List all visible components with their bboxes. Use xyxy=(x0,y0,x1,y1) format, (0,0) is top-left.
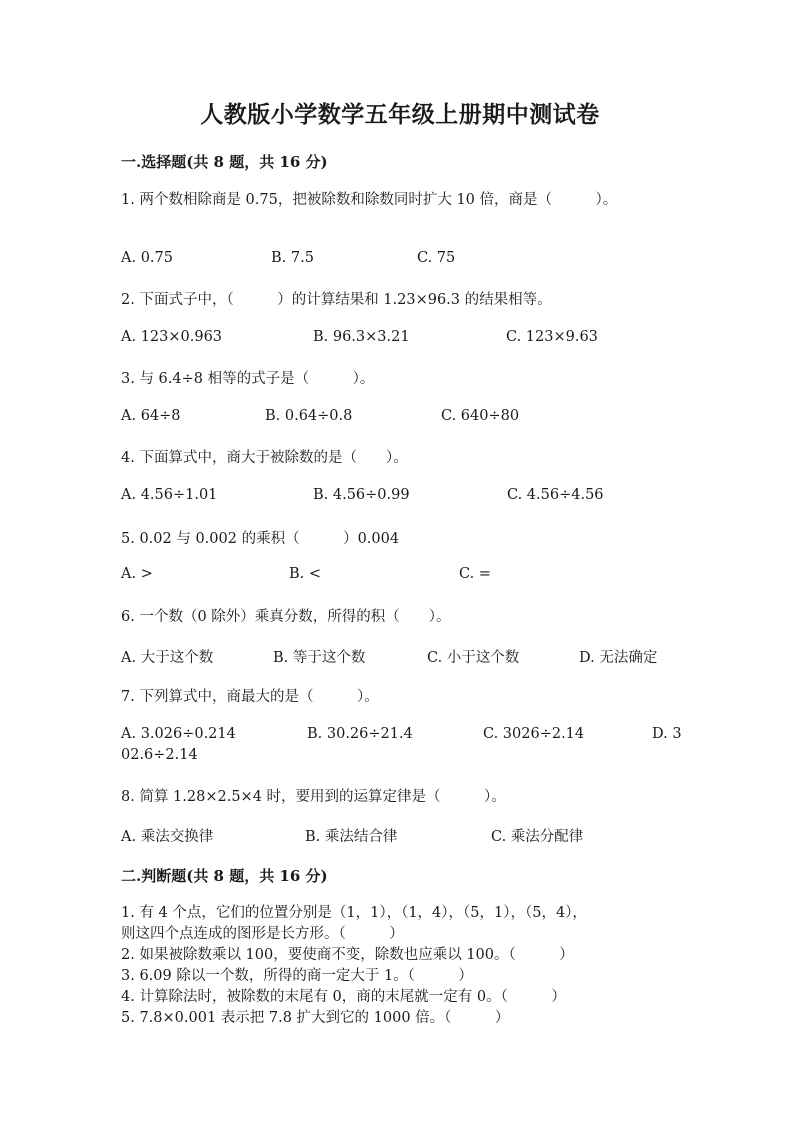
option-a: A. 大于这个数 xyxy=(121,650,214,666)
judge-item: 4. 计算除法时，被除数的末尾有 0，商的末尾就一定有 0。（ ） xyxy=(121,989,566,1005)
judge-item: 2. 如果被除数乘以 100，要使商不变，除数也应乘以 100。（ ） xyxy=(121,947,574,963)
option-a: A. 3.026÷0.214 xyxy=(121,726,236,742)
option-d: D. 3 xyxy=(652,726,682,742)
question-5-options xyxy=(121,566,681,586)
option-b: B. 7.5 xyxy=(271,250,314,266)
option-b: B. < xyxy=(289,566,322,582)
option-d: D. 无法确定 xyxy=(579,650,658,666)
section-heading-multiple-choice: 一.选择题(共 8 题，共 16 分) xyxy=(121,153,328,171)
page-title: 人教版小学数学五年级上册期中测试卷 xyxy=(200,101,600,128)
option-c: C. 75 xyxy=(417,250,456,266)
question-6-options xyxy=(121,646,681,666)
option-c: C. 3026÷2.14 xyxy=(483,726,585,742)
option-c: C. 640÷80 xyxy=(441,408,520,424)
question-1: 1. 两个数相除商是 0.75，把被除数和除数同时扩大 10 倍，商是（ ）。 xyxy=(121,192,618,208)
question-7: 7. 下列算式中，商最大的是（ ）。 xyxy=(121,689,379,705)
judge-item: 5. 7.8×0.001 表示把 7.8 扩大到它的 1000 倍。（ ） xyxy=(121,1010,510,1026)
question-3: 3. 与 6.4÷8 相等的式子是（ ）。 xyxy=(121,371,375,387)
question-2-options xyxy=(121,329,681,349)
question-8-options xyxy=(121,825,681,845)
option-a: A. 0.75 xyxy=(121,250,173,266)
option-d-continued: 02.6÷2.14 xyxy=(121,747,198,763)
question-5: 5. 0.02 与 0.002 的乘积（ ）0.004 xyxy=(121,531,400,547)
option-a: A. 乘法交换律 xyxy=(121,829,214,845)
option-b: B. 等于这个数 xyxy=(273,650,366,666)
option-c: C. 小于这个数 xyxy=(427,650,520,666)
question-4-options xyxy=(121,487,681,507)
option-b: B. 4.56÷0.99 xyxy=(313,487,410,503)
option-c: C. 4.56÷4.56 xyxy=(507,487,604,503)
option-a: A. 123×0.963 xyxy=(121,329,223,345)
question-4: 4. 下面算式中，商大于被除数的是（ ）。 xyxy=(121,450,408,466)
option-a: A. 64÷8 xyxy=(121,408,181,424)
judge-item: 则这四个点连成的图形是长方形。（ ） xyxy=(121,926,404,942)
section-heading-true-false: 二.判断题(共 8 题，共 16 分) xyxy=(121,867,328,885)
option-a: A. > xyxy=(121,566,153,582)
option-c: C. 乘法分配律 xyxy=(491,829,584,845)
question-2: 2. 下面式子中，（ ）的计算结果和 1.23×96.3 的结果相等。 xyxy=(121,292,552,308)
question-7-options xyxy=(121,726,681,746)
question-1-options xyxy=(121,250,681,270)
judge-item: 1. 有 4 个点，它们的位置分别是（1，1），（1，4），（5，1），（5，4）， xyxy=(121,905,587,921)
question-6: 6. 一个数（0 除外）乘真分数，所得的积（ ）。 xyxy=(121,609,451,625)
judge-item: 3. 6.09 除以一个数，所得的商一定大于 1。（ ） xyxy=(121,968,473,984)
question-8: 8. 简算 1.28×2.5×4 时，要用到的运算定律是（ ）。 xyxy=(121,789,506,805)
option-b: B. 乘法结合律 xyxy=(305,829,398,845)
option-c: C. = xyxy=(459,566,491,582)
option-a: A. 4.56÷1.01 xyxy=(121,487,218,503)
option-b: B. 30.26÷21.4 xyxy=(307,726,413,742)
option-b: B. 0.64÷0.8 xyxy=(265,408,353,424)
option-c: C. 123×9.63 xyxy=(506,329,598,345)
option-b: B. 96.3×3.21 xyxy=(313,329,410,345)
question-3-options xyxy=(121,408,681,428)
